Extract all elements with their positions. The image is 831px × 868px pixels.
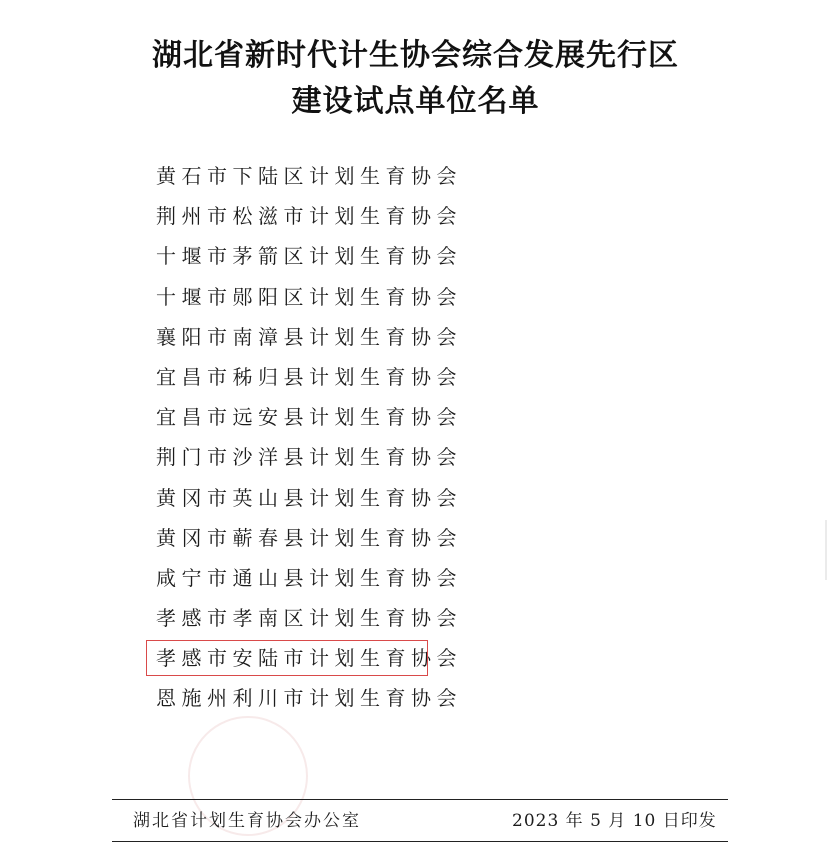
list-item: 宜昌市秭归县计划生育协会 bbox=[156, 364, 462, 389]
list-item: 十堰市郧阳区计划生育协会 bbox=[156, 284, 462, 309]
scan-edge-mark bbox=[825, 520, 827, 580]
footer-issuer: 湖北省计划生育协会办公室 bbox=[133, 811, 361, 831]
list-item: 咸宁市通山县计划生育协会 bbox=[156, 565, 462, 590]
list-item: 黄冈市蕲春县计划生育协会 bbox=[156, 525, 462, 550]
list-item: 宜昌市远安县计划生育协会 bbox=[156, 405, 462, 430]
list-item: 襄阳市南漳县计划生育协会 bbox=[156, 324, 462, 349]
document-title-line-2: 建设试点单位名单 bbox=[291, 84, 540, 119]
list-item: 孝感市孝南区计划生育协会 bbox=[156, 606, 462, 631]
list-item: 荆州市松滋市计划生育协会 bbox=[156, 204, 462, 229]
highlight-box bbox=[146, 640, 428, 676]
list-item: 荆门市沙洋县计划生育协会 bbox=[156, 445, 462, 470]
document-title-line-1: 湖北省新时代计生协会综合发展先行区 bbox=[152, 38, 679, 73]
footer-date: 2023 年 5 月 10 日印发 bbox=[512, 811, 717, 831]
list-item: 黄冈市英山县计划生育协会 bbox=[156, 485, 462, 510]
list-item: 黄石市下陆区计划生育协会 bbox=[156, 164, 462, 188]
unit-list bbox=[156, 156, 462, 719]
footer-top-rule bbox=[112, 799, 728, 800]
list-item-highlighted: 孝感市安陆市计划生育协会 bbox=[156, 646, 462, 671]
list-item: 十堰市茅箭区计划生育协会 bbox=[156, 244, 462, 269]
footer-bottom-rule bbox=[112, 841, 728, 842]
list-item: 恩施州利川市计划生育协会 bbox=[156, 686, 462, 711]
